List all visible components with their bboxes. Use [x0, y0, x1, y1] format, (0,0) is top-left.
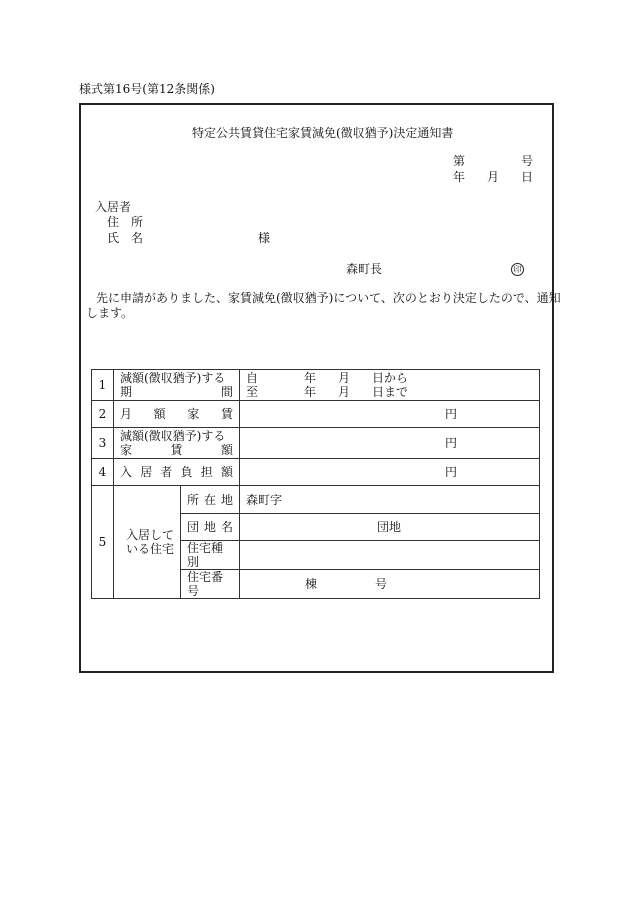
table-row-reduced-rent [92, 428, 540, 459]
table-row-monthly-rent [92, 401, 540, 428]
table-row-house-location [92, 486, 540, 514]
location-value[interactable]: 森町字 [240, 486, 540, 514]
current-house-label: 入 居 し て い る 住 宅 [114, 486, 181, 599]
resident-burden-value[interactable] [240, 459, 540, 486]
location-label: 所 在 地 [181, 486, 240, 514]
reduced-rent-value[interactable] [240, 428, 540, 459]
name-label: 氏 名 [107, 231, 143, 245]
table-row-period [92, 370, 540, 401]
room-unit: 号 [375, 577, 388, 591]
date-year: 年 [453, 170, 466, 184]
period-to: 至 年 月 日まで [246, 385, 409, 399]
house-number-label: 住宅番号 [181, 570, 240, 599]
period-value[interactable] [240, 370, 540, 401]
document-title: 特定公共賃貸住宅家賃減免(徴収猶予)決定通知書 [192, 126, 454, 140]
number-prefix: 第 [453, 154, 466, 168]
reduced-rent-label: 減額(徴収猶予)する 家 賃 額 [114, 428, 240, 459]
issuer-title: 森町長 [346, 262, 383, 276]
body-text-line2: します。 [86, 306, 134, 320]
yen-unit: 円 [444, 436, 457, 450]
house-type-label: 住宅種別 [181, 541, 240, 570]
yen-unit: 円 [444, 407, 457, 421]
date-month: 月 [486, 170, 499, 184]
form-number-label: 様式第16号(第12条関係) [79, 82, 215, 96]
danchi-label: 団 地 名 [181, 514, 240, 541]
house-type-value[interactable] [240, 541, 540, 570]
table-row-resident-burden [92, 459, 540, 486]
house-number-value[interactable] [240, 570, 540, 599]
number-suffix: 号 [520, 154, 533, 168]
row-number: 2 [92, 401, 114, 428]
seal-mark [511, 261, 524, 276]
row-number: 5 [92, 486, 114, 599]
document-number-line [453, 154, 533, 168]
building-unit: 棟 [305, 577, 318, 591]
issue-date-line [453, 170, 533, 184]
monthly-rent-value[interactable] [240, 401, 540, 428]
row-number: 4 [92, 459, 114, 486]
monthly-rent-label: 月 額 家 賃 [114, 401, 240, 428]
date-day: 日 [520, 170, 533, 184]
yen-unit: 円 [444, 465, 457, 479]
resident-burden-label: 入 居 者 負 担 額 [114, 459, 240, 486]
decision-table [91, 369, 540, 599]
row-number: 1 [92, 370, 114, 401]
resident-heading: 入居者 [95, 200, 132, 214]
seal-icon: 印 [511, 263, 524, 276]
body-text-line1: 先に申請がありました、家賃減免(徴収猶予)について、次のとおり決定したので、通知 [96, 291, 561, 305]
address-label: 住 所 [107, 215, 143, 229]
row-number: 3 [92, 428, 114, 459]
honorific-sama: 様 [258, 231, 271, 245]
period-label: 減額(徴収猶予)する 期 間 [114, 370, 240, 401]
danchi-value[interactable]: 団地 [240, 514, 540, 541]
period-from: 自 年 月 日から [246, 371, 409, 385]
